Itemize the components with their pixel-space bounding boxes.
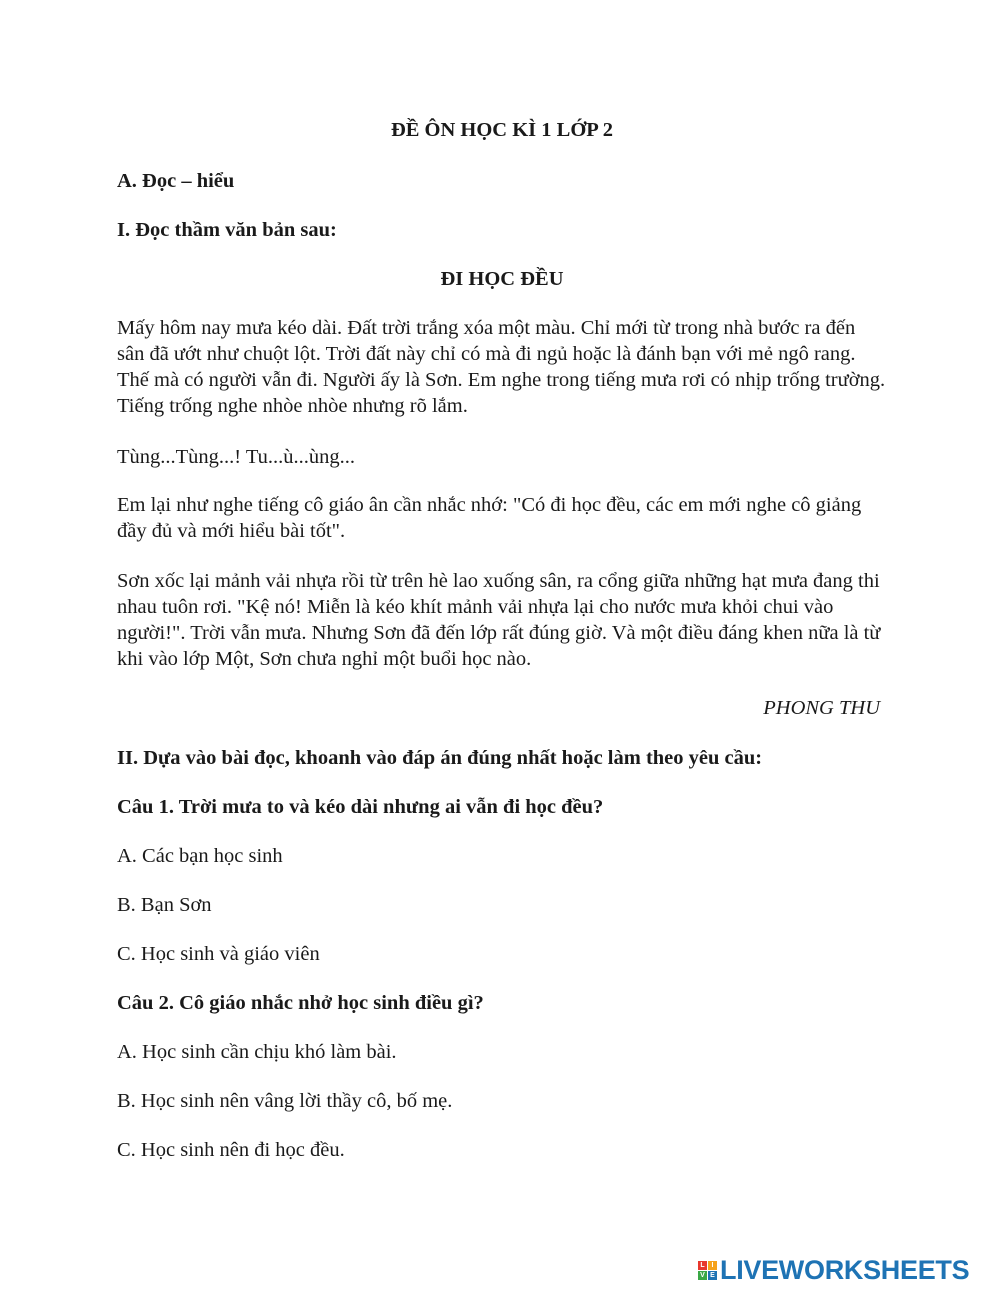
story-author: PHONG THU xyxy=(763,697,880,719)
page-title: ĐỀ ÔN HỌC KÌ 1 LỚP 2 xyxy=(390,119,614,141)
story-title: ĐI HỌC ĐỀU xyxy=(440,268,564,290)
question-2-option-a[interactable]: A. Học sinh cần chịu khó làm bài. xyxy=(117,1041,397,1063)
live-badge-icon xyxy=(698,1261,717,1280)
liveworksheets-logo xyxy=(698,1255,969,1285)
story-paragraph-1: Mấy hôm nay mưa kéo dài. Đất trời trắng xóa một màu. Chỉ mới từ trong nhà bước ra đến sân đã ướt như chuột lột. Trời đất này chỉ có mà đi ngủ hoặc là đánh bạn với mẻ ngô rang. Thế mà có người vẫn đi. Người ấy là Sơn. Em nghe trong tiếng mưa rơi có nhịp trống trường. Tiếng trống nghe nhòe nhòe nhưng rõ lắm. xyxy=(117,317,886,417)
logo-text: LIVEWORKSHEETS xyxy=(720,1254,970,1285)
badge-letter: I xyxy=(708,1261,717,1270)
story-paragraph-2: Tùng...Tùng...! Tu...ù...ùng... xyxy=(117,446,356,468)
question-2-option-b[interactable]: B. Học sinh nên vâng lời thầy cô, bố mẹ. xyxy=(117,1090,453,1112)
story-paragraph-4: Sơn xốc lại mảnh vải nhựa rồi từ trên hè lao xuống sân, ra cổng giữa những hạt mưa đang thi nhau tuôn rơi. "Kệ nó! Miễn là kéo khít mảnh vải nhựa lại cho nước mưa khỏi chui vào người!". Trời vẫn mưa. Nhưng Sơn đã đến lớp rất đúng giờ. Và một điều đáng khen nữa là từ khi vào lớp Một, Sơn chưa nghỉ một buổi học nào. xyxy=(117,570,881,670)
part-1-heading: I. Đọc thầm văn bản sau: xyxy=(117,219,337,241)
part-2-heading: II. Dựa vào bài đọc, khoanh vào đáp án đúng nhất hoặc làm theo yêu cầu: xyxy=(117,747,763,769)
story-paragraph-3: Em lại như nghe tiếng cô giáo ân cần nhắc nhớ: "Có đi học đều, các em mới nghe cô giảng đầy đủ và mới hiểu bài tốt". xyxy=(117,494,862,542)
question-2-option-c[interactable]: C. Học sinh nên đi học đều. xyxy=(117,1139,345,1161)
question-2: Câu 2. Cô giáo nhắc nhở học sinh điều gì? xyxy=(117,992,484,1014)
badge-letter: V xyxy=(698,1271,707,1280)
question-1-option-b[interactable]: B. Bạn Sơn xyxy=(117,894,212,916)
section-a-heading: A. Đọc – hiểu xyxy=(117,170,235,192)
question-1-option-c[interactable]: C. Học sinh và giáo viên xyxy=(117,943,320,965)
question-1-option-a[interactable]: A. Các bạn học sinh xyxy=(117,845,283,867)
question-1: Câu 1. Trời mưa to và kéo dài nhưng ai vẫn đi học đều? xyxy=(117,796,604,818)
badge-letter: L xyxy=(698,1261,707,1270)
badge-letter: E xyxy=(708,1271,717,1280)
